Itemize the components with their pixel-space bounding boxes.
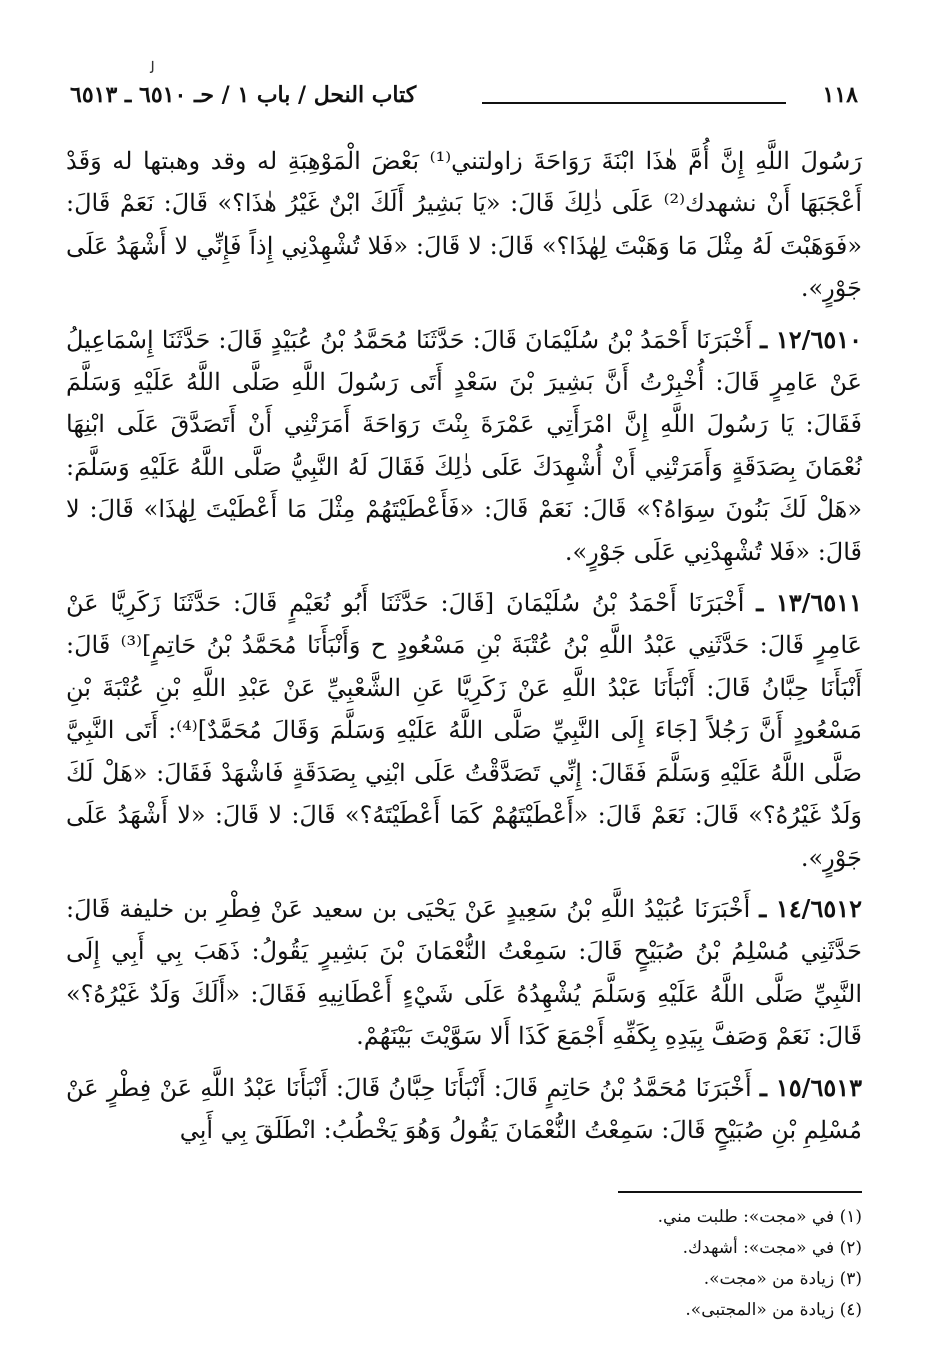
- footnotes: [262, 1202, 862, 1326]
- page-number: ١١٨: [822, 82, 858, 108]
- footnote: (١) في «مجت»: طلبت مني.: [657, 1207, 862, 1227]
- hadith-paragraph: [66, 319, 862, 573]
- chapter-heading: كتاب النحل / باب ١ / حـ ٦٥١٠ ـ ٦٥١٣: [70, 82, 417, 108]
- header-rule: [482, 102, 786, 104]
- footnote-divider: [618, 1191, 862, 1193]
- pen-mark: ﻟ: [150, 58, 155, 77]
- paragraph-text: رَسُولَ اللَّهِ إِنَّ أُمَّ هٰذَا ابْنَةَ رَوَاحَةَ زاولتني⁽¹⁾ بَعْضَ الْمَوْهِبَةِ له وقد وهبتها له وَقَدْ أَعْجَبَهَا أَنْ نشهدك⁽²⁾ عَلَى ذٰلِكَ قَالَ: «يَا بَشِيرُ أَلَكَ ابْنٌ غَيْرُ هٰذَا؟» قَالَ: نَعَمْ قَالَ: «فَوَهَبْتَ لَهُ مِثْلَ مَا وَهَبْتَ لِهٰذَا؟» قَالَ: لا قَالَ: «فَلا تُشْهِدْنِي إِذاً فَإِنِّي لا أَشْهَدُ عَلَى جَوْرٍ».: [66, 147, 863, 303]
- paragraph-continuation: [66, 140, 862, 310]
- hadith-number: ١٥/٦٥١٣ ـ: [759, 1072, 862, 1102]
- running-head: [70, 82, 858, 118]
- hadith-number: ١٤/٦٥١٢ ـ: [759, 893, 862, 923]
- footnote: (٣) زيادة من «مجت».: [703, 1269, 862, 1289]
- hadith-number: ١٢/٦٥١٠ ـ: [760, 324, 862, 354]
- footnote: (٢) في «مجت»: أشهدك.: [682, 1238, 862, 1258]
- main-text: [66, 140, 862, 1160]
- paragraph-text: أَخْبَرَنَا مُحَمَّدُ بْنُ حَاتِمٍ قَالَ: أَنْبَأَنَا حِبَّانُ قَالَ: أَنْبَأَنَا عَبْدُ اللَّهِ عَنْ فِطْرٍ عَنْ مُسْلِمِ بْنِ صُبَيْحٍ قَالَ: سَمِعْتُ النُّعْمَانَ يَقُولُ وَهُوَ يَخْطُبُ: انْطَلَقَ بِي أَبِي: [66, 1073, 862, 1144]
- paragraph-text: أَخْبَرَنَا أَحْمَدُ بْنُ سُلَيْمَانَ قَالَ: حَدَّثَنَا مُحَمَّدُ بْنُ عُبَيْدٍ قَالَ: حَدَّثَنَا إِسْمَاعِيلُ عَنْ عَامِرٍ قَالَ: أُخْبِرْتُ أَنَّ بَشِيرَ بْنَ سَعْدٍ أَتَى رَسُولَ اللَّهِ صَلَّى اللَّهُ عَلَيْهِ وَسَلَّمَ فَقَالَ: يَا رَسُولَ اللَّهِ إِنَّ امْرَأَتِي عَمْرَةَ بِنْتَ رَوَاحَةَ أَمَرَتْنِي أَنْ أَتَصَدَّقَ عَلَى ابْنِهَا نُعْمَانَ بِصَدَقَةٍ وَأَمَرَتْنِي أَنْ أُشْهِدَكَ عَلَى ذٰلِكَ فَقَالَ لَهُ النَّبِيُّ صَلَّى اللَّهُ عَلَيْهِ وَسَلَّمَ: «هَلْ لَكَ بَنُونَ سِوَاهُ؟» قَالَ: نَعَمْ قَالَ: «فَأَعْطَيْتَهُمْ مِثْلَ مَا أَعْطَيْتَ لِهٰذَا» قَالَ: لا قَالَ: «فَلا تُشْهِدْنِي عَلَى جَوْرٍ».: [66, 325, 863, 566]
- hadith-paragraph: [66, 582, 862, 879]
- paragraph-text: أَخْبَرَنَا أَحْمَدُ بْنُ سُلَيْمَانَ [قَالَ: حَدَّثَنَا أَبُو نُعَيْمٍ قَالَ: حَدَّثَنَا زَكَرِيَّا عَنْ عَامِرٍ قَالَ: حَدَّثَنِي عَبْدُ اللَّهِ بْنُ عُتْبَةَ بْنِ مَسْعُودٍ ح وَأَنْبَأَنَا مُحَمَّدُ بْنُ حَاتِمٍ]⁽³⁾ قَالَ: أَنْبَأَنَا حِبَّانُ قَالَ: أَنْبَأَنَا عَبْدُ اللَّهِ عَنْ زَكَرِيَّا عَنِ الشَّعْبِيِّ عَنْ عَبْدِ اللَّهِ بْنِ عُتْبَةَ بْنِ مَسْعُودٍ أَنَّ رَجُلاً [جَاءَ إِلَى النَّبِيِّ صَلَّى اللَّهُ عَلَيْهِ وَسَلَّمَ وَقَالَ مُحَمَّدٌ]⁽⁴⁾: أَتَى النَّبِيَّ صَلَّى اللَّهُ عَلَيْهِ وَسَلَّمَ فَقَالَ: إِنِّي تَصَدَّقْتُ عَلَى ابْنِي بِصَدَقَةٍ فَاشْهَدْ فَقَالَ: «هَلْ لَكَ وَلَدٌ غَيْرُهُ؟» قَالَ: نَعَمْ قَالَ: «أَعْطَيْتَهُمْ كَمَا أَعْطَيْتَهُ؟» قَالَ: لا قَالَ: «لا أَشْهَدُ عَلَى جَوْرٍ».: [66, 589, 863, 872]
- hadith-number: ١٣/٦٥١١ ـ: [756, 588, 862, 618]
- paragraph-text: أَخْبَرَنَا عُبَيْدُ اللَّهِ بْنُ سَعِيدٍ عَنْ يَحْيَى بن سعيد عَنْ فِطْرِ بن خليفة قَالَ: حَدَّثَنِي مُسْلِمُ بْنُ صُبَيْحٍ قَالَ: سَمِعْتُ النُّعْمَانَ بْنَ بَشِيرٍ يَقُولُ: ذَهَبَ بِي أَبِي إِلَى النَّبِيِّ صَلَّى اللَّهُ عَلَيْهِ وَسَلَّمَ يُشْهِدُهُ عَلَى شَيْءٍ أَعْطَانِيهِ فَقَالَ: «أَلَكَ وَلَدٌ غَيْرُهُ؟» قَالَ: نَعَمْ وَصَفَّ بِيَدِهِ بِكَفِّهِ أَجْمَعَ كَذَا أَلا سَوَّيْتَ بَيْنَهُمْ.: [66, 894, 862, 1051]
- footnote: (٤) زيادة من «المجتبى».: [685, 1300, 862, 1320]
- hadith-paragraph: [66, 888, 862, 1058]
- hadith-paragraph: [66, 1067, 862, 1152]
